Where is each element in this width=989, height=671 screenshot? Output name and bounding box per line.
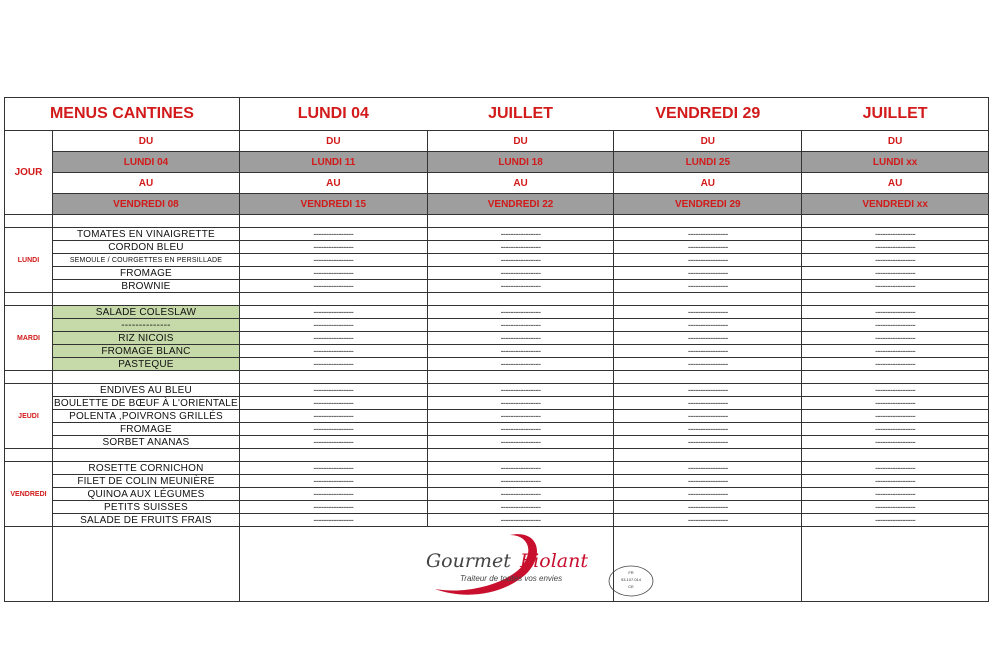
dish-item: BOULETTE DE BŒUF À L'ORIENTALE (54, 397, 238, 409)
placeholder-dash: ---------------- (239, 358, 427, 371)
placeholder-dash: ---------------- (427, 306, 614, 319)
placeholder-dash: ---------------- (802, 306, 989, 319)
placeholder-dash: ---------------- (427, 332, 614, 345)
week-start-date: LUNDI 18 (427, 152, 614, 173)
placeholder-dash: ---------------- (427, 345, 614, 358)
placeholder-dash: ---------------- (427, 254, 614, 267)
end-date-month: JUILLET (802, 98, 989, 131)
au-label: AU (427, 173, 614, 194)
dish-item: RIZ NICOIS (52, 332, 239, 345)
placeholder-dash: ---------------- (614, 423, 802, 436)
placeholder-dash: ---------------- (239, 280, 427, 293)
au-label: AU (52, 173, 239, 194)
placeholder-dash: ---------------- (614, 345, 802, 358)
placeholder-dash: ---------------- (802, 332, 989, 345)
du-label: DU (52, 131, 239, 152)
placeholder-dash: ---------------- (427, 514, 614, 527)
placeholder-dash: ---------------- (614, 228, 802, 241)
dish-item: BROWNIE (52, 280, 239, 293)
au-label: AU (614, 173, 802, 194)
dish-item: SALADE COLESLAW (52, 306, 239, 319)
placeholder-dash: ---------------- (427, 436, 614, 449)
dish-item: FROMAGE (52, 423, 239, 436)
placeholder-dash: ---------------- (239, 332, 427, 345)
placeholder-dash: ---------------- (614, 319, 802, 332)
week-start-date: LUNDI 04 (52, 152, 239, 173)
placeholder-dash: ---------------- (614, 462, 802, 475)
end-date-day: VENDREDI 29 (614, 98, 802, 131)
placeholder-dash: ---------------- (802, 267, 989, 280)
day-label-mardi: MARDI (5, 306, 53, 371)
placeholder-dash: ---------------- (239, 436, 427, 449)
placeholder-dash: ---------------- (614, 332, 802, 345)
dish-item: TOMATES EN VINAIGRETTE (52, 228, 239, 241)
placeholder-dash: ---------------- (427, 241, 614, 254)
placeholder-dash: ---------------- (239, 423, 427, 436)
week-end-date: VENDREDI 15 (239, 194, 427, 215)
page-title: MENUS CANTINES (5, 98, 240, 131)
placeholder-dash: ---------------- (427, 319, 614, 332)
placeholder-dash: ---------------- (427, 267, 614, 280)
dish-item: CORDON BLEU (52, 241, 239, 254)
menu-table (4, 97, 989, 602)
placeholder-dash: ---------------- (427, 501, 614, 514)
dish-item: PASTEQUE (52, 358, 239, 371)
placeholder-dash: ---------------- (614, 475, 802, 488)
placeholder-dash: ---------------- (802, 228, 989, 241)
placeholder-dash: ---------------- (427, 280, 614, 293)
placeholder-dash: ---------------- (239, 397, 427, 410)
day-label-lundi: LUNDI (5, 228, 53, 293)
seal-line-3: CE (628, 584, 634, 589)
week-end-date: VENDREDI 29 (614, 194, 802, 215)
placeholder-dash: ---------------- (802, 462, 989, 475)
placeholder-dash: ---------------- (802, 423, 989, 436)
placeholder-dash: ---------------- (427, 397, 614, 410)
dish-item: -------------- (52, 319, 239, 332)
dish-item: SORBET ANANAS (52, 436, 239, 449)
placeholder-dash: ---------------- (427, 462, 614, 475)
start-date-month: JUILLET (427, 98, 614, 131)
placeholder-dash: ---------------- (239, 241, 427, 254)
placeholder-dash: ---------------- (614, 501, 802, 514)
placeholder-dash: ---------------- (802, 514, 989, 527)
placeholder-dash: ---------------- (614, 488, 802, 501)
placeholder-dash: ---------------- (802, 358, 989, 371)
logo-word-gourmet: Gourmet (425, 550, 511, 572)
gourmet-fiolant-logo (240, 527, 641, 602)
logo-word-fiolant: Fiolant (519, 550, 588, 572)
du-label: DU (802, 131, 989, 152)
du-label: DU (427, 131, 614, 152)
week-start-date: LUNDI 11 (239, 152, 427, 173)
placeholder-dash: ---------------- (614, 306, 802, 319)
placeholder-dash: ---------------- (239, 410, 427, 423)
placeholder-dash: ---------------- (427, 410, 614, 423)
dish-item: SEMOULE / COURGETTES EN PERSILLADE (52, 254, 239, 267)
placeholder-dash: ---------------- (802, 319, 989, 332)
placeholder-dash: ---------------- (239, 514, 427, 527)
placeholder-dash: ---------------- (802, 384, 989, 397)
placeholder-dash: ---------------- (427, 488, 614, 501)
placeholder-dash: ---------------- (802, 436, 989, 449)
placeholder-dash: ---------------- (427, 475, 614, 488)
dish-item: PETITS SUISSES (52, 501, 239, 514)
placeholder-dash: ---------------- (427, 358, 614, 371)
day-label-jeudi: JEUDI (5, 384, 53, 449)
week-end-date: VENDREDI 08 (52, 194, 239, 215)
placeholder-dash: ---------------- (802, 280, 989, 293)
placeholder-dash: ---------------- (427, 423, 614, 436)
seal-line-2: 93.107.014 (620, 577, 641, 582)
week-start-date: LUNDI xx (802, 152, 989, 173)
week-start-date: LUNDI 25 (614, 152, 802, 173)
placeholder-dash: ---------------- (614, 436, 802, 449)
placeholder-dash: ---------------- (802, 475, 989, 488)
dish-item: FROMAGE (52, 267, 239, 280)
placeholder-dash: ---------------- (239, 228, 427, 241)
placeholder-dash: ---------------- (427, 384, 614, 397)
placeholder-dash: ---------------- (614, 384, 802, 397)
placeholder-dash: ---------------- (802, 488, 989, 501)
placeholder-dash: ---------------- (614, 358, 802, 371)
placeholder-dash: ---------------- (239, 501, 427, 514)
placeholder-dash: ---------------- (802, 501, 989, 514)
dish-item: ROSETTE CORNICHON (52, 462, 239, 475)
dish-item: ENDIVES AU BLEU (52, 384, 239, 397)
dish-item: SALADE DE FRUITS FRAIS (52, 514, 239, 527)
placeholder-dash: ---------------- (239, 306, 427, 319)
placeholder-dash: ---------------- (614, 267, 802, 280)
placeholder-dash: ---------------- (614, 514, 802, 527)
placeholder-dash: ---------------- (427, 228, 614, 241)
du-label: DU (614, 131, 802, 152)
placeholder-dash: ---------------- (239, 384, 427, 397)
dish-item: POLENTA ,POIVRONS GRILLÉS (52, 410, 239, 423)
jour-label: JOUR (5, 131, 53, 215)
week-end-date: VENDREDI 22 (427, 194, 614, 215)
day-label-vendredi: VENDREDI (5, 462, 53, 527)
placeholder-dash: ---------------- (614, 397, 802, 410)
placeholder-dash: ---------------- (614, 241, 802, 254)
placeholder-dash: ---------------- (614, 254, 802, 267)
au-label: AU (239, 173, 427, 194)
start-date-day: LUNDI 04 (239, 98, 427, 131)
du-label: DU (239, 131, 427, 152)
placeholder-dash: ---------------- (239, 254, 427, 267)
week-end-date: VENDREDI xx (802, 194, 989, 215)
placeholder-dash: ---------------- (614, 280, 802, 293)
placeholder-dash: ---------------- (614, 410, 802, 423)
dish-item: FROMAGE BLANC (52, 345, 239, 358)
placeholder-dash: ---------------- (802, 345, 989, 358)
seal-line-1: FR (628, 570, 634, 575)
placeholder-dash: ---------------- (239, 462, 427, 475)
placeholder-dash: ---------------- (239, 475, 427, 488)
dish-item: QUINOA AUX LÉGUMES (52, 488, 239, 501)
placeholder-dash: ---------------- (802, 241, 989, 254)
placeholder-dash: ---------------- (802, 397, 989, 410)
au-label: AU (802, 173, 989, 194)
logo-area (239, 527, 641, 602)
placeholder-dash: ---------------- (239, 345, 427, 358)
dish-item: FILET DE COLIN MEUNIÈRE (52, 475, 239, 488)
placeholder-dash: ---------------- (802, 410, 989, 423)
placeholder-dash: ---------------- (239, 267, 427, 280)
logo-tagline: Traiteur de toutes vos envies (459, 574, 563, 583)
placeholder-dash: ---------------- (239, 488, 427, 501)
placeholder-dash: ---------------- (239, 319, 427, 332)
placeholder-dash: ---------------- (802, 254, 989, 267)
